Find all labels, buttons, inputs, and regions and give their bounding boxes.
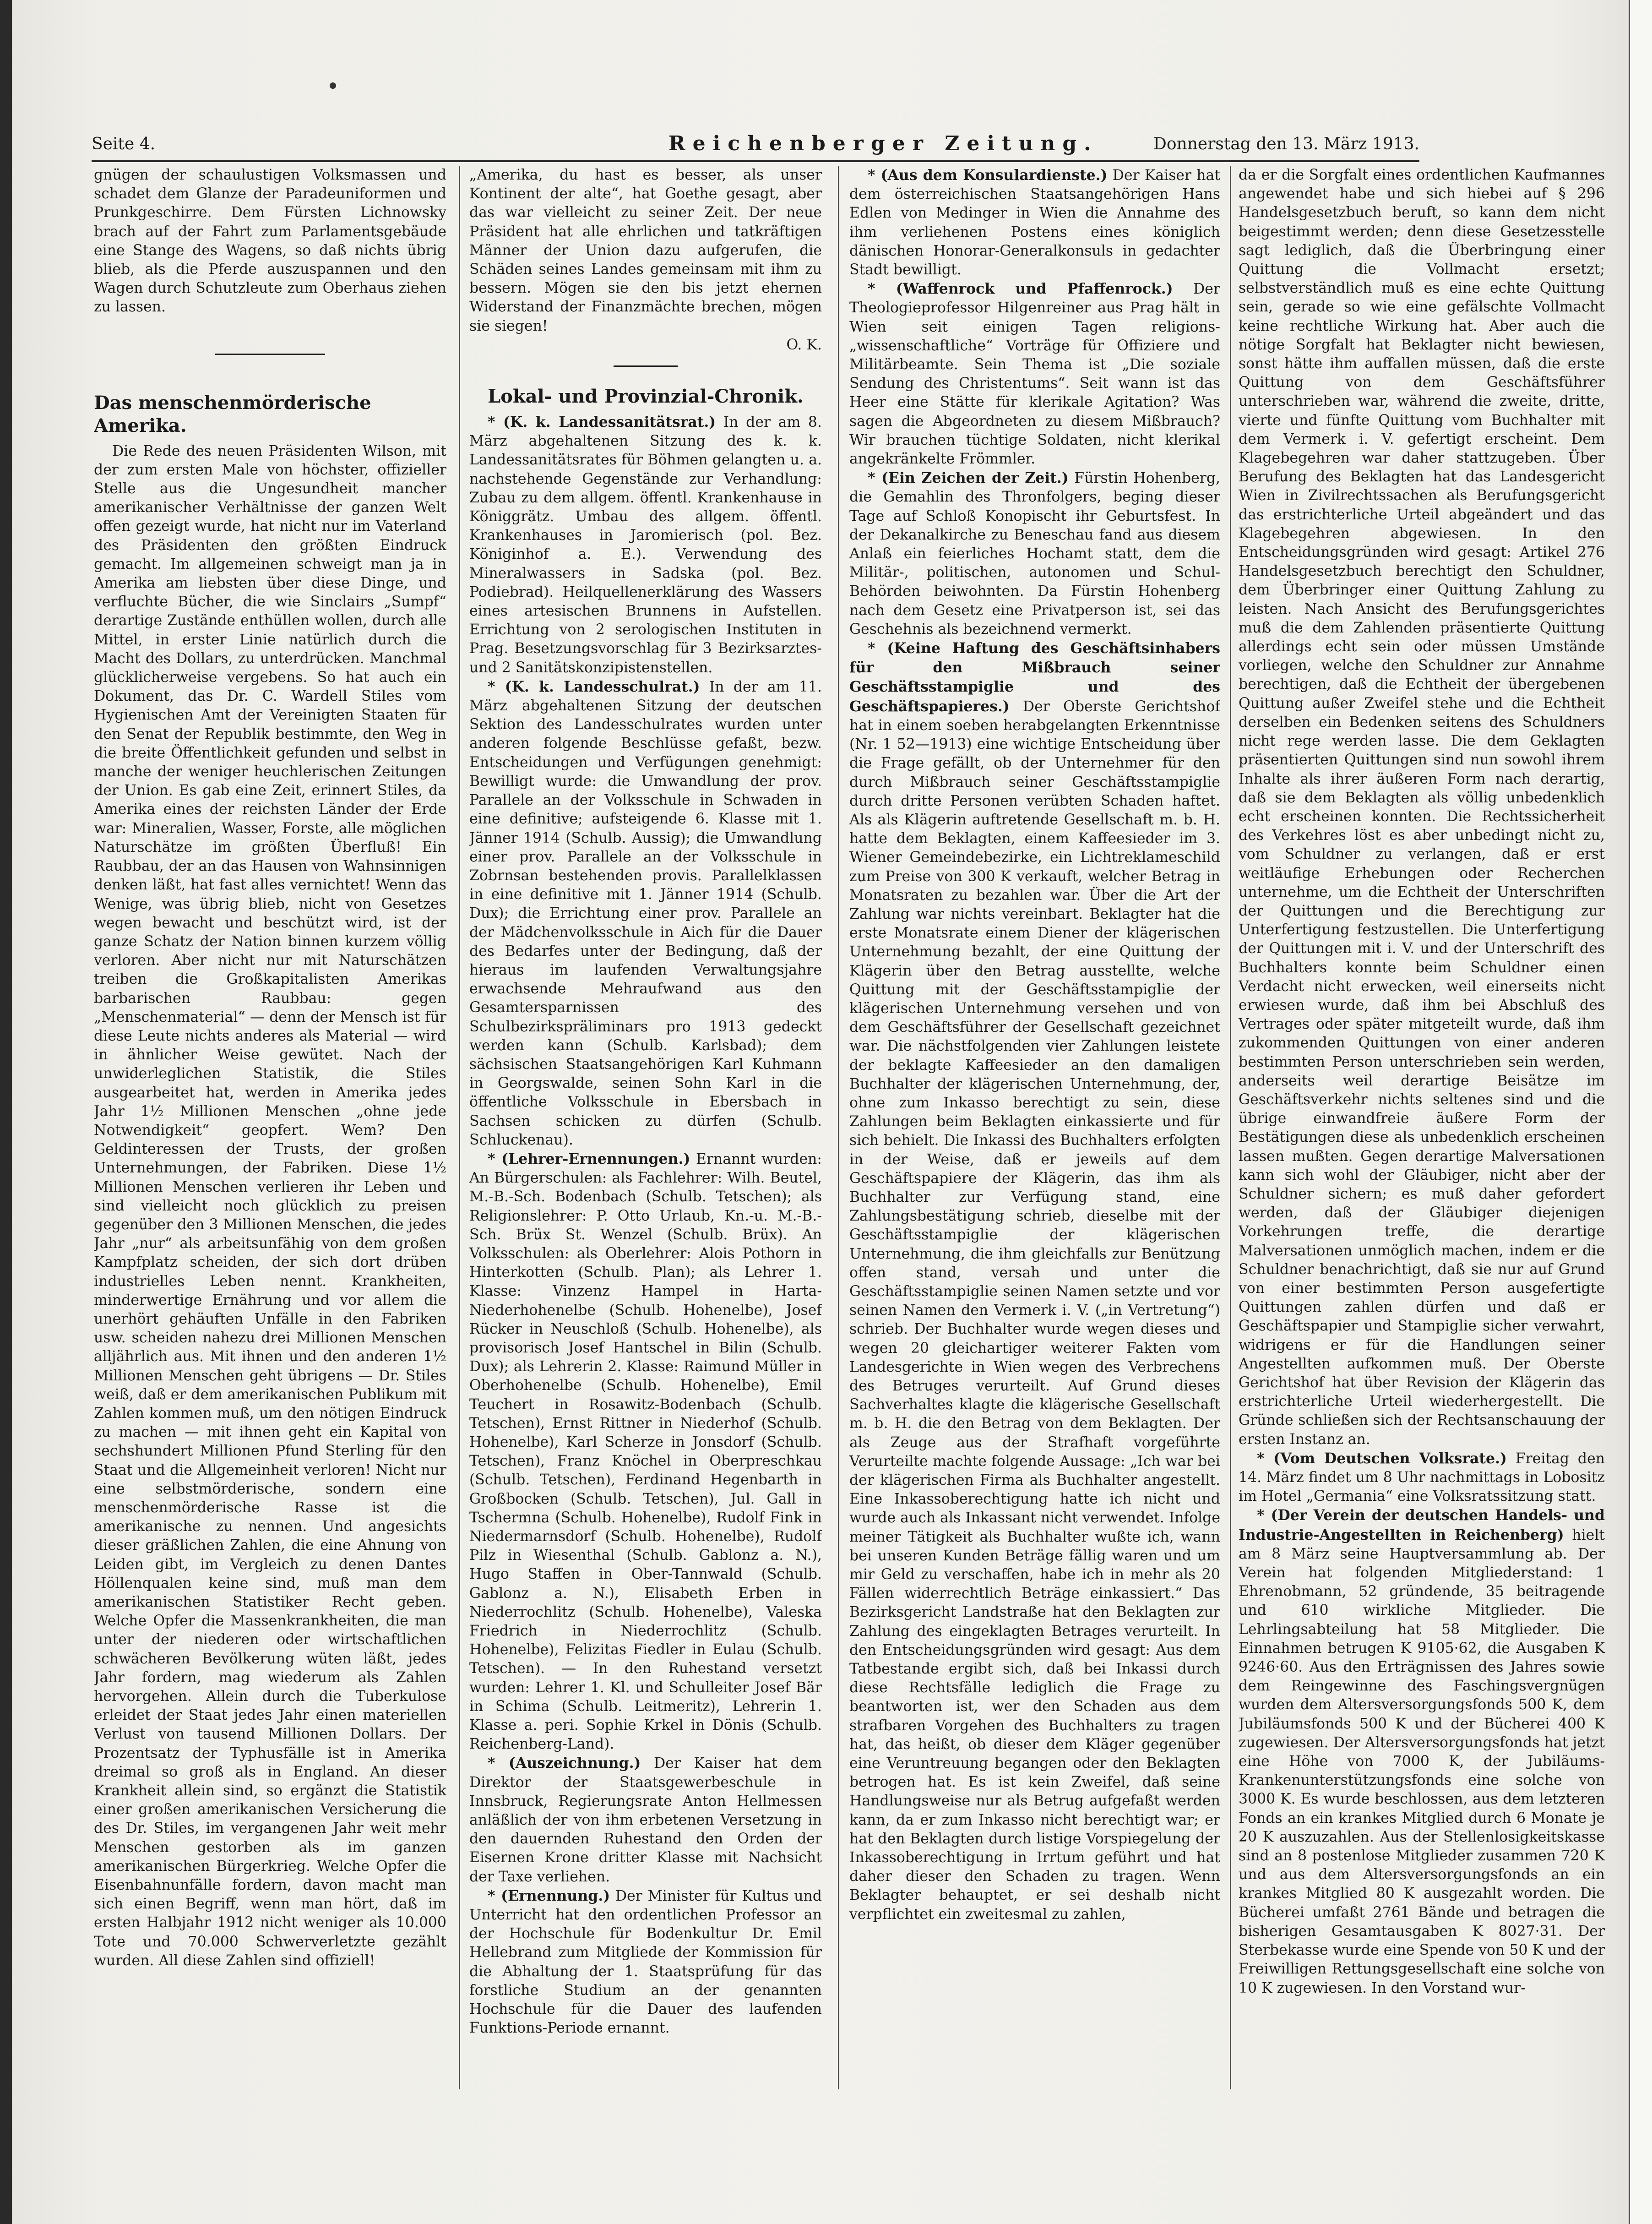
news-item-text: hielt am 8 März seine Hauptversammlung ab. Der Verein hat folgenden Mitgliederstand: 1 Ehrenobmann, 52 gründende, 35 beitragende und 610 wirkliche Mitglieder. Die Lehrlingsabteilung hat 58 Mitglieder. Die Einnahmen betrugen K 9105·62, die Ausgaben K 9246·60. Aus den Erträgnissen des Jahres sowie dem Reingewinne des Faschingsvergnügen wurden dem Altersversorgungsfonds 500 K, dem Jubiläumsfonds 500 K und der Bücherei 400 K zugewiesen. Der Altersversorgungsfonds hat jetzt eine Höhe von 7000 K, der Jubiläums-Krankenunterstützungsfonds eine solche von 3000 K. Es wurde beschlossen, aus dem letzteren Fonds an ein krankes Mitglied durch 6 Monate je 20 K auszuzahlen. Aus der Stellenlosigkeitskasse sind an 8 postenlose Mitglieder zusammen 720 K und aus dem Altersversorgungsfonds an ein krankes Mitglied 80 K ausgezahlt worden. Die Bücherei umfaßt 2761 Bände und betragen die bisherigen Gesamtausgaben K 8027·31. Der Sterbekasse wurde eine Spende von 50 K und der Freiwilligen Rettungsgesellschaft eine solche von 10 K zugewiesen. In den Vorstand wur- — [1239, 1526, 1605, 1996]
news-item-title: * (Keine Haftung des Geschäftsinhabers für den Mißbrauch seiner Geschäftsstampiglie und des Geschäftspapieres.) — [849, 640, 1220, 715]
news-item — [469, 413, 822, 677]
header-rule — [92, 160, 1419, 162]
news-item — [469, 1150, 822, 1754]
news-item-text: Der Kaiser hat dem Direktor der Staatsgewerbeschule in Innsbruck, Regierungsrate Anton Hellmessen anläßlich der von ihm erbetenen Versetzung in den dauernden Ruhestand den Orden der Eisernen Krone dritter Klasse mit Nachsicht der Taxe verliehen. — [469, 1755, 822, 1885]
article-continuation: gnügen der schaulustigen Volksmassen und schadet dem Glanze der Paradeuniformen und Prunkgeschirre. Dem Fürsten Lichnowsky brach auf der Fahrt zum Parlamentsgebäude eine Stange des Wagens, so daß nichts übrig blieb, als die Pferde auszuspannen und den Wagen durch Schutzleute zum Oberhaus ziehen zu lassen. — [94, 167, 446, 316]
news-item-title: * (Ein Zeichen der Zeit.) — [868, 469, 1069, 487]
news-item — [849, 166, 1220, 279]
author-signature: O. K. — [786, 336, 822, 353]
article-paragraph: Die Rede des neuen Präsidenten Wilson, mit der zum ersten Male von höchster, offizieller Stelle aus die Ungesundheit mancher amerikanischer Verhältnisse der ganzen Welt offen gezeigt wurde, hat nicht nur im Vaterland des Präsidenten den größten Eindruck gemacht. Im allgemeinen schweigt man ja in Amerika am liebsten über diese Dinge, und verfluchte Bücher, die wie Sinclairs „Sumpf“ derartige Zustände enthüllen wollen, durch alle Mittel, in erster Linie natürlich durch die Macht des Dollars, zu unterdrücken. Manchmal glücklicherweise vergebens. So hat auch ein Dokument, das Dr. C. Wardell Stiles vom Hygienischen Amt der Vereinigten Staaten für den Senat der Republik bestimmte, den Weg in die breite Öffentlichkeit gefunden und selbst in manche der weniger heuchlerischen Zeitungen der Union. Es gab eine Zeit, erinnert Stiles, da Amerika eines der reichsten Länder der Erde war: Mineralien, Wasser, Forste, alle möglichen Naturschätze im größten Überfluß! Ein Raubbau, der an das Hausen von Wahnsinnigen denken läßt, hat fast alles vernichtet! Wenn das Wenige, was übrig blieb, nicht von Gesetzes wegen bewacht und beschützt wird, ist der ganze Schatz der Nation binnen kurzem völlig verloren. Aber nicht nur mit Naturschätzen treiben die Großkapitalisten Amerikas barbarischen Raubbau: gegen „Menschenmaterial“ — denn der Mensch ist für diese Leute nichts anderes als Material — wird in ähnlicher Weise gewütet. Nach der unwiderleglichen Statistik, die Stiles ausgearbeitet hat, werden in Amerika jedes Jahr 1½ Millionen Menschen „ohne jede Notwendigkeit“ geopfert. Wem? Den Geldinteressen der Trusts, der großen Unternehmungen, der Fabriken. Diese 1½ Millionen Menschen verlieren ihr Leben und sind vielleicht noch glücklich zu preisen gegenüber den 3 Millionen Menschen, die jedes Jahr „nur“ als arbeitsunfähig von dem großen Kampfplatz scheiden, der sich dort drüben industrielles Leben nennt. Krankheiten, minderwertige Ernährung und vor allem die unerhört gehäuften Unfälle in den Fabriken usw. scheiden nahezu drei Millionen Menschen alljährlich aus. Mit ihnen und den anderen 1½ Millionen Menschen geht übrigens — Dr. Stiles weiß, daß er dem amerikanischen Publikum mit Zahlen kommen muß, um den nötigen Eindruck zu machen — mit ihnen geht ein Kapital von sechshundert Millionen Pfund Sterling für den Staat und die Allgemeinheit verloren! Nicht nur eine selbstmörderische, sondern eine menschenmörderische Rasse ist die amerikanische zu nennen. Und angesichts dieser gräßlichen Zahlen, die eine Ahnung von Leiden gibt, im Vergleich zu denen Dantes Höllenqualen keine sind, muß man dem amerikanischen Statistiker Recht geben. Welche Opfer die Massenkrankheiten, die man unter der niederen oder wirtschaftlichen schwächeren Bevölkerung wüten läßt, jedes Jahr fordern, mag wiederum als Zahlen hervorgehen. Allein durch die Tuberkulose erleidet der Staat jedes Jahr einen materiellen Verlust von tausend Millionen Dollars. Der Prozentsatz der Typhusfälle ist in Amerika dreimal so groß als in England. An dieser Krankheit allein sind, so ergänzt die Statistik einer großen amerikanischen Versicherung die des Dr. Stiles, im vergangenen Jahr weit mehr Menschen gestorben als im ganzen amerikanischen Bürgerkrieg. Welche Opfer die Eisenbahnunfälle fordern, davon macht man sich einen Begriff, wenn man hört, daß im ersten Halbjahr 1912 nicht weniger als 10.000 Tote und 70.000 Schwerverletzte gezählt wurden. All diese Zahlen sind offiziell! — [94, 442, 446, 1969]
news-item-title: * (Aus dem Konsulardienste.) — [868, 167, 1108, 184]
news-item-title: * (K. k. Landessanitätsrat.) — [488, 414, 716, 431]
article-continuation: „Amerika, du hast es besser, als unser Kontinent der alte“, hat Goethe gesagt, aber das war vielleicht zu seiner Zeit. Der neue Präsident hat alle ehrlichen und tatkräftigen Männer der Union dazu aufgerufen, die Schäden seines Landes gemeinsam mit ihm zu bessern. Mögen sie den bis jetzt ehernen Widerstand der Finanzmächte brechen, mögen sie siegen! — [469, 167, 822, 334]
news-item-text: In der am 11. März abgehaltenen Sitzung der deutschen Sektion des Landesschulrates wurden unter anderen folgende Beschlüsse gefaßt, bezw. Entscheidungen und Verfügungen genehmigt: Bewilligt wurde: die Umwandlung der prov. Parallele an der Volksschule in Schwaden in eine definitive; aufsteigende 6. Klasse mit 1. Jänner 1914 (Schulb. Aussig); die Umwandlung einer prov. Parallele an der Volksschule in Zobrnsan bestehenden provis. Parallelklassen in eine definitive mit 1. Jänner 1914 (Schulb. Dux); die Errichtung einer prov. Parallele an der Mädchenvolksschule in Aich für die Dauer des Bedarfes unter der Bedingung, daß der hieraus im laufenden Verwaltungsjahre erwachsende Mehraufwand aus den Gesamtersparnissen des Schulbezirkspräliminars pro 1913 gedeckt werden kann (Schulb. Karlsbad); dem sächsischen Staatsangehörigen Karl Kuhmann in Georgswalde, seinen Sohn Karl in die öffentliche Volksschule in Ebersbach in Sachsen schicken zu dürfen (Schulb. Schluckenau). — [469, 678, 822, 1148]
news-item-text: Der Kaiser hat dem österreichischen Staatsangehörigen Hans Edlen von Medinger in Wien die Annahme des ihm verliehenen Postens eines königlich dänischen Honorar-Generalkonsuls in gedachter Stadt bewilligt. — [849, 167, 1220, 278]
news-item-text: Freitag den 14. März findet um 8 Uhr nachmittags in Lobositz im Hotel „Germania“ eine Volksratssitzung statt. — [1239, 1450, 1605, 1505]
news-item — [1239, 1506, 1605, 1997]
news-item-text: Der Oberste Gerichtshof hat in einem soeben herabgelangten Erkenntnisse (Nr. 1 52—1913) eine wichtige Entscheidung über die Frage gefällt, ob der Unternehmer für den durch Mißbrauch seiner Geschäftsstampiglie durch dritte Personen verübten Schaden haftet. Als als Klägerin auftretende Gesellschaft m. b. H. hatte dem Beklagten, einem Kaffeesieder im 3. Wiener Gemeindebezirke, ein Lichtreklameschild zum Preise von 300 K verkauft, welcher Betrag in Monatsraten zu bezahlen war. Über die Art der Zahlung war nichts vereinbart. Beklagter hat die erste Monatsrate einem Diener der klägerischen Unternehmung bezahlt, der eine Quittung der Klägerin über den Betrag ausstellte, welche Quittung mit der Geschäftsstampiglie der klägerischen Unternehmung versehen und von dem Geschäftsführer der Gesellschaft gezeichnet war. Die nächstfolgenden vier Zahlungen leistete der beklagte Kaffeesieder an den damaligen Buchhalter der klägerischen Unternehmung, der, ohne zum Inkasso berechtigt zu sein, diese Zahlungen beim Beklagten einkassierte und für sich behielt. Die Inkassi des Buchhalters erfolgten in der Weise, daß er jeweils auf dem Geschäftspapiere der Klägerin, das ihm als Buchhalter zur Verfügung stand, eine Zahlungsbestätigung schrieb, dieselbe mit der Geschäftsstampiglie der klägerischen Unternehmung, die ihm gleichfalls zur Benützung offen stand, versah und unter die Geschäftsstampiglie seinen Namen setzte und vor seinen Namen den Vermerk i. V. („in Vertretung“) schrieb. Der Buchhalter wurde wegen dieses und wegen 20 gleichartiger weiterer Fakten vom Landesgerichte in Wien wegen des Verbrechens des Betruges verurteilt. Auf Grund dieses Sachverhaltes klagte die klägerische Gesellschaft m. b. H. die den Betrag von dem Beklagten. Der als Zeuge aus der Strafhaft vorgeführte Verurteilte machte folgende Aussage: „Ich war bei der klägerischen Firma als Buchhalter angestellt. Eine Inkassoberechtigung hatte ich nicht und wurde auch als Inkassant nicht verwendet. Infolge meiner Tätigkeit als Buchhalter wußte ich, wann bei unseren Kunden Beträge fällig waren und um mir Geld zu verschaffen, habe ich in mehr als 20 Fällen widerrechtlich Beträge einkassiert.“ Das Bezirksgericht Landstraße hat den Beklagten zur Zahlung des eingeklagten Betrages verurteilt. In den Entscheidungsgründen wird gesagt: Aus dem Tatbestande ergibt sich, daß bei Inkassi durch diese Rechtsfälle lediglich die Frage zu beantworten ist, wer den Schaden aus dem strafbaren Vorgehen des Buchhalters zu tragen hat, das heißt, ob dieser dem Kläger gegenüber eine Veruntreuung begangen oder den Beklagten betrogen hat. Es ist kein Zweifel, daß seine Handlungsweise nur als Betrug aufgefaßt werden kann, da er zum Inkasso nicht berechtigt war; er hat den Beklagten durch listige Vorspiegelung der Inkassoberechtigung in Irrtum geführt und hat daher dieser den Schaden zu tragen. Wenn Beklagter behauptet, er sei deshalb nicht verpflichtet ein zweitesmal zu zahlen, — [849, 698, 1220, 1923]
column-3 — [849, 166, 1220, 2149]
article-separator — [215, 354, 325, 355]
news-item-title: * (Lehrer-Ernennungen.) — [488, 1150, 690, 1167]
issue-date: Donnerstag den 13. März 1913. — [1153, 135, 1419, 153]
scan-speck — [330, 82, 336, 89]
news-item — [1239, 1449, 1605, 1506]
news-item-title: * (Ernennung.) — [488, 1887, 610, 1904]
scan-edge-right — [1629, 0, 1652, 2224]
column-2 — [469, 166, 822, 2149]
column-1 — [94, 166, 446, 2149]
news-item — [469, 1754, 822, 1886]
news-item — [469, 1886, 822, 2038]
news-item-text: Ernannt wurden: An Bürgerschulen: als Fachlehrer: Wilh. Beutel, M.-B.-Sch. Bodenbach (Schulb. Tetschen); als Religionslehrer: P. Otto Urlaub, Kn.-u. M.-B.-Sch. Brüx St. Wenzel (Schulb. Brüx). An Volksschulen: als Oberlehrer: Alois Pothorn in Hinterkotten (Schulb. Plan); als Lehrer 1. Klasse: Vinzenz Hampel in Harta-Niederhohenelbe (Schulb. Hohenelbe), Josef Rücker in Neuschloß (Schulb. Hohenelbe), als provisorisch Josef Hantschel in Bilin (Schulb. Dux); als Lehrerin 2. Klasse: Raimund Müller in Oberhohenelbe (Schulb. Hohenelbe), Emil Teuchert in Rosawitz-Bodenbach (Schulb. Tetschen), Ernst Rittner in Niederhof (Schulb. Hohenelbe), Karl Scherze in Jonsdorf (Schulb. Tetschen), Franz Knöchel in Oberpreschkau (Schulb. Tetschen), Ferdinand Hegenbarth in Großbocken (Schulb. Tetschen), Jul. Gall in Tschermna (Schulb. Hohenelbe), Rudolf Fink in Niedermarnsdorf (Schulb. Hohenelbe), Rudolf Pilz in Wiesenthal (Schulb. Gablonz a. N.), Hugo Staffen in Ober-Tannwald (Schulb. Gablonz a. N.), Elisabeth Erben in Niederrochlitz (Schulb. Hohenelbe), Valeska Friedrich in Niederrochlitz (Schulb. Hohenelbe), Felizitas Fiedler in Eulau (Schulb. Tetschen). — In den Ruhestand versetzt wurden: Lehrer 1. Kl. und Schulleiter Josef Bär in Schima (Schulb. Leitmeritz), Lehrerin 1. Klasse a. peri. Sophie Krkel in Dönis (Schulb. Reichenberg-Land). — [469, 1150, 822, 1753]
section-title: Lokal- und Provinzial-Chronik. — [488, 386, 804, 408]
news-item — [849, 639, 1220, 1924]
newspaper-title: Reichenberger Zeitung. — [668, 132, 1098, 155]
news-item-title: * (Der Verein der deutschen Handels- und Industrie-Angestellten in Reichenberg) — [1239, 1507, 1605, 1543]
column-divider — [838, 166, 839, 2089]
column-divider — [459, 166, 460, 2089]
news-item-title: * (Auszeichnung.) — [488, 1755, 641, 1772]
page-header — [92, 131, 1419, 158]
news-item-title: * (Waffenrock und Pfaffenrock.) — [868, 280, 1173, 298]
news-item-title: * (K. k. Landesschulrat.) — [488, 678, 700, 695]
news-item — [849, 469, 1220, 639]
article-headline: Das menschenmörderische Amerika. — [94, 392, 371, 436]
article-separator — [614, 365, 678, 367]
column-4 — [1239, 166, 1605, 2149]
page-number: Seite 4. — [92, 135, 156, 153]
news-item — [849, 279, 1220, 469]
news-item-text: Fürstin Hohenberg, die Gemahlin des Thronfolgers, beging dieser Tage auf Schloß Konopischt ihr Geburtsfest. In der Dekanalkirche zu Beneschau fand aus diesem Anlaß ein feierliches Hochamt statt, dem die Militär-, politischen, autonomen und Schul-Behörden beiwohnten. Da Fürstin Hohenberg nach dem Gesetz eine Privatperson ist, sei das Geschehnis als bezeichnend vermerkt. — [849, 470, 1220, 638]
news-item-text: In der am 8. März abgehaltenen Sitzung des k. k. Landessanitätsrates für Böhmen gelangten u. a. nachstehende Gegenstände zur Verhandlung: Zubau zu dem allgem. öffentl. Krankenhause in Königgrätz. Umbau des allgem. öffentl. Krankenhauses in Jaromierisch (pol. Bez. Königinhof a. E.). Verwendung des Mineralwassers in Sadska (pol. Bez. Podiebrad). Heilquellenerklärung des Wassers eines artesischen Brunnens in Aufstellen. Errichtung von 2 serologischen Instituten in Prag. Besetzungsvorschlag für 3 Bezirksarztes- und 2 Sanitätskonzipistenstellen. — [469, 414, 822, 676]
scan-edge-left — [0, 0, 12, 2224]
news-item-text: Der Theologieprofessor Hilgenreiner aus Prag hält in Wien seit einigen Tagen religions-„wissenschaftliche“ Vorträge für Offiziere und Militärbeamte. Sein Thema ist „Die soziale Sendung des Christentums“. Seit wann ist das Heer eine Stätte für klerikale Agitation? Was sagen die Abgeordneten zu diesem Mißbrauch? Wir brauchen tüchtige Soldaten, nicht klerikal angekränkelte Frömmler. — [849, 281, 1220, 468]
news-item-title: * (Vom Deutschen Volksrate.) — [1257, 1450, 1507, 1467]
news-item — [469, 677, 822, 1150]
article-continuation: da er die Sorgfalt eines ordentlichen Kaufmannes angewendet habe und sich hiebei auf § 296 Handelsgesetzbuch beruft, so kann dem nicht beigestimmt werden; denn diese Gesetzesstelle sagt lediglich, daß die Überbringung einer Quittung die Vollmacht ersetzt; selbstverständlich muß es eine echte Quittung sein, gerade so wie eine gefälschte Vollmacht keine rechtliche Wirkung hat. Aber auch die nötige Sorgfalt hat Beklagter nicht bewiesen, sonst hätte ihm auffallen müssen, daß die erste Quittung von dem Geschäftsführer unterschrieben war, während die zweite, dritte, vierte und fünfte Quittung vom Buchhalter mit dem Vermerk i. V. gefertigt erscheint. Dem Klagebegehren war daher stattzugeben. Über Berufung des Beklagten hat das Landesgericht Wien in Zivilrechtssachen als Berufungsgericht das erstrichterliche Urteil abgeändert und das Klagebegehren abgewiesen. In den Entscheidungsgründen wird gesagt: Artikel 276 Handelsgesetzbuch berechtigt den Schuldner, dem Überbringer einer Quittung Zahlung zu leisten. Nach Ansicht des Berufungsgerichtes muß die dem Zahlenden präsentierte Quittung allerdings echt sein oder müssen Umstände vorliegen, welche den Schuldner zur Annahme berechtigen, daß die Echtheit der übergebenen Quittung außer Zweifel stehe und die Echtheit derselben ein Bedenken seitens des Schuldners nicht rege werden lasse. Die dem Geklagten präsentierten Quittungen sind nun sowohl ihrem Inhalte als ihrer äußeren Form nach derartig, daß sie dem Beklagten als völlig unbedenklich echt erscheinen konnten. Die Rechtssicherheit des Verkehres löst es aber unbedingt nicht zu, vom Schuldner zu verlangen, daß er erst weitläufige Erhebungen oder Recherchen unternehme, um die Echtheit der Unterschriften der Quittungen und die Berechtigung zur Unterfertigung festzustellen. Die Unterfertigung der Quittungen mit i. V. und der Unterschrift des Buchhalters konnte beim Schuldner einen Verdacht nicht erwecken, weil einerseits nicht erwiesen wurde, daß ihm bei Abschluß des Vertrages oder später mitgeteilt wurde, daß ihm zukommenden Quittungen von einer anderen bestimmten Person unterschrieben sein werden, anderseits weil derartige Beisätze im Geschäftsverkehr nichts seltenes sind und die übrige einwandfreie äußere Form der Bestätigungen diese als unbedenklich erscheinen lassen mußten. Gegen derartige Malversationen kann sich wohl der Gläubiger, nicht aber der Schuldner sichern; es muß daher gefordert werden, daß der Gläubiger diejenigen Vorkehrungen treffe, die derartige Malversationen unmöglich machen, indem er die Schuldner benachrichtigt, daß sie nur auf Grund von einer bestimmten Person ausgefertigte Quittungen zahlen dürfen und daß er Geschäftspapier und Stampiglie sicher verwahrt, widrigens er für die Handlungen seiner Angestellten aufkommen muß. Der Oberste Gerichtshof hat über Revision der Klägerin das erstrichterliche Urteil wiederhergestellt. Die Gründe schließen sich der Rechtsanschauung der ersten Instanz an. — [1239, 167, 1605, 1448]
column-divider — [1230, 166, 1231, 2089]
news-item-text: Der Minister für Kultus und Unterricht hat den ordentlichen Professor an der Hochschule für Bodenkultur Dr. Emil Hellebrand zum Mitgliede der Kommission für die Abhaltung der 1. Staatsprüfung für das forstliche Studium an der genannten Hochschule für die Dauer des laufenden Funktions-Periode ernannt. — [469, 1887, 822, 2037]
